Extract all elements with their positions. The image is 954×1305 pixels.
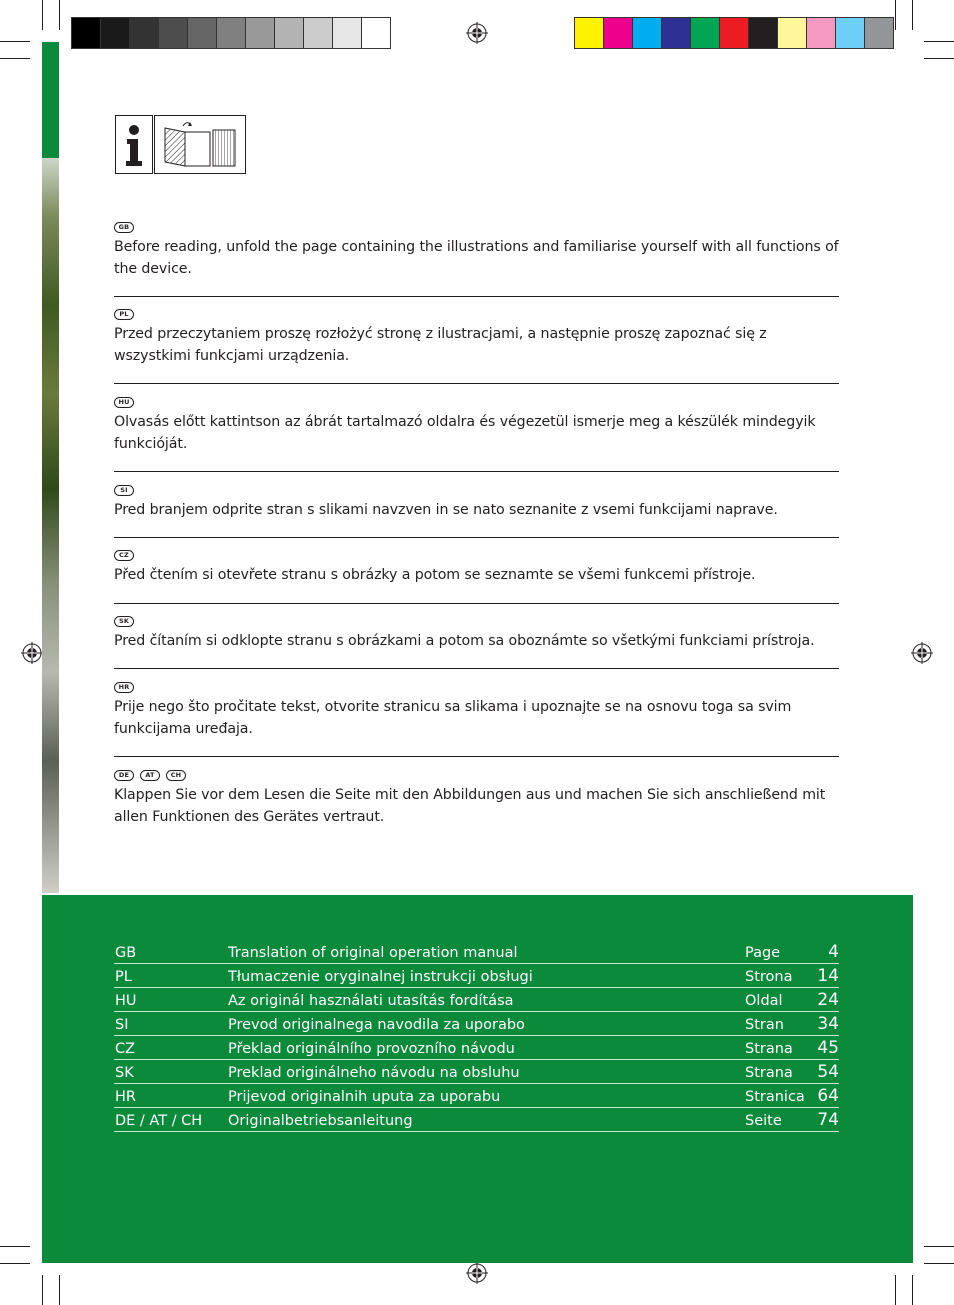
divider [114, 383, 839, 384]
notice-text: Olvasás előtt kattintson az ábrát tartalmazó oldalra és végezetül ismerje meg a készülék mindegyik funkcióját. [114, 414, 816, 452]
country-badge: DE [114, 770, 134, 781]
toc-row[interactable] [114, 1060, 839, 1084]
registration-mark-icon [466, 22, 488, 44]
registration-mark-icon [21, 642, 43, 664]
country-badges [114, 616, 839, 630]
notice-block [114, 222, 839, 280]
color-swatch [246, 18, 275, 48]
toc-page-word: Strana [745, 1041, 793, 1057]
color-swatch [604, 18, 633, 48]
toc-title: Az originál használati utasítás fordítása [228, 993, 514, 1009]
color-swatch [778, 18, 807, 48]
toc-title: Překlad originálního provozního návodu [228, 1041, 515, 1057]
color-swatch [159, 18, 188, 48]
notice-text: Před čtením si otevřete stranu s obrázky a potom se seznamte se všemi funkcemi přístroje. [114, 567, 756, 583]
toc-title: Prijevod originalnih uputa za uporabu [228, 1089, 501, 1105]
country-badges [114, 550, 839, 564]
notice-text: Prije nego što pročitate tekst, otvorite stranicu sa slikama i upoznajte se na osnovu toga sa svim funkcijama uređaja. [114, 699, 792, 737]
toc-language-code: SI [115, 1017, 129, 1033]
country-badge: HU [114, 397, 134, 408]
toc-title: Originalbetriebsanleitung [228, 1113, 413, 1129]
country-badge: SI [114, 485, 134, 496]
color-swatch [749, 18, 778, 48]
color-swatch [691, 18, 720, 48]
country-badges [114, 682, 839, 696]
toc-row[interactable] [114, 940, 839, 964]
notice-block [114, 485, 839, 521]
color-swatch [333, 18, 362, 48]
color-swatch [217, 18, 246, 48]
toc-language-code: SK [115, 1065, 134, 1081]
toc-row[interactable] [114, 988, 839, 1012]
side-photo-strip [42, 158, 59, 893]
toc-title: Translation of original operation manual [228, 945, 518, 961]
toc-page-number: 64 [817, 1086, 839, 1106]
notice-block [114, 616, 839, 652]
toc-page-number: 54 [817, 1062, 839, 1082]
notice-text: Klappen Sie vor dem Lesen die Seite mit den Abbildungen aus und machen Sie sich anschließend mit allen Funktionen des Gerätes vertraut. [114, 787, 826, 825]
toc-page-word: Strona [745, 969, 793, 985]
notice-text: Pred čítaním si odklopte stranu s obrázkami a potom sa oboznámte so všetkými funkciami prístroja. [114, 633, 815, 649]
color-swatch [865, 18, 893, 48]
color-swatch [362, 18, 390, 48]
toc-page-number: 4 [828, 942, 839, 962]
country-badge: HR [114, 682, 134, 693]
notice-block [114, 309, 839, 367]
notice-text: Przed przeczytaniem proszę rozłożyć stronę z ilustracjami, a następnie proszę zapoznać się z wszystkimi funkcjami urządzenia. [114, 326, 767, 364]
country-badges [114, 222, 839, 236]
color-swatch [633, 18, 662, 48]
notice-block [114, 682, 839, 740]
country-badges [114, 485, 839, 499]
color-swatch [836, 18, 865, 48]
toc-page-number: 14 [817, 966, 839, 986]
notice-block [114, 550, 839, 586]
divider [114, 296, 839, 297]
notice-text: Pred branjem odprite stran s slikami navzven in se nato seznanite z vsemi funkcijami naprave. [114, 502, 778, 518]
toc-page-number: 24 [817, 990, 839, 1010]
color-swatch [720, 18, 749, 48]
color-bar [574, 17, 894, 49]
color-swatch [575, 18, 604, 48]
toc-row[interactable] [114, 1036, 839, 1060]
color-swatch [275, 18, 304, 48]
toc-page-word: Oldal [745, 993, 783, 1009]
toc-row[interactable] [114, 1108, 839, 1132]
toc-row[interactable] [114, 1084, 839, 1108]
color-swatch [188, 18, 217, 48]
country-badge: CZ [114, 550, 134, 561]
country-badges [114, 397, 839, 411]
color-swatch [662, 18, 691, 48]
toc-language-code: CZ [115, 1041, 136, 1057]
toc-language-code: GB [115, 945, 137, 961]
toc-title: Preklad originálneho návodu na obsluhu [228, 1065, 520, 1081]
toc-page-word: Stran [745, 1017, 784, 1033]
country-badge: CH [166, 770, 186, 781]
toc-language-code: HU [115, 993, 137, 1009]
color-swatch [101, 18, 130, 48]
grayscale-bar [71, 17, 391, 49]
toc-page-word: Stranica [745, 1089, 805, 1105]
toc-page-word: Strana [745, 1065, 793, 1081]
toc-row[interactable] [114, 1012, 839, 1036]
registration-mark-icon [911, 642, 933, 664]
divider [114, 756, 839, 757]
toc-page-number: 74 [817, 1110, 839, 1130]
toc-language-code: DE / AT / CH [115, 1113, 203, 1129]
table-of-contents [114, 940, 839, 1132]
info-i-icon [115, 115, 153, 174]
divider [114, 537, 839, 538]
country-badge: GB [114, 222, 134, 233]
color-swatch [72, 18, 101, 48]
country-badges [114, 309, 839, 323]
divider [114, 471, 839, 472]
color-swatch [807, 18, 836, 48]
toc-page-number: 34 [817, 1014, 839, 1034]
color-swatch [304, 18, 333, 48]
notice-text: Before reading, unfold the page containing the illustrations and familiarise yourself with all functions of the device. [114, 239, 839, 277]
unfold-page-icon [154, 115, 246, 174]
toc-language-code: HR [115, 1089, 136, 1105]
country-badges [114, 770, 839, 784]
country-badge: AT [140, 770, 160, 781]
toc-page-word: Seite [745, 1113, 782, 1129]
registration-mark-icon [466, 1262, 488, 1284]
color-swatch [130, 18, 159, 48]
toc-page-number: 45 [817, 1038, 839, 1058]
country-badge: PL [114, 309, 134, 320]
toc-row[interactable] [114, 964, 839, 988]
side-green-strip [42, 42, 59, 158]
toc-language-code: PL [115, 969, 132, 985]
notice-block [114, 770, 839, 828]
country-badge: SK [114, 616, 134, 627]
divider [114, 603, 839, 604]
toc-title: Tłumaczenie oryginalnej instrukcji obsługi [228, 969, 533, 985]
divider [114, 668, 839, 669]
toc-page-word: Page [745, 945, 781, 961]
toc-title: Prevod originalnega navodila za uporabo [228, 1017, 525, 1033]
notice-block [114, 397, 839, 455]
